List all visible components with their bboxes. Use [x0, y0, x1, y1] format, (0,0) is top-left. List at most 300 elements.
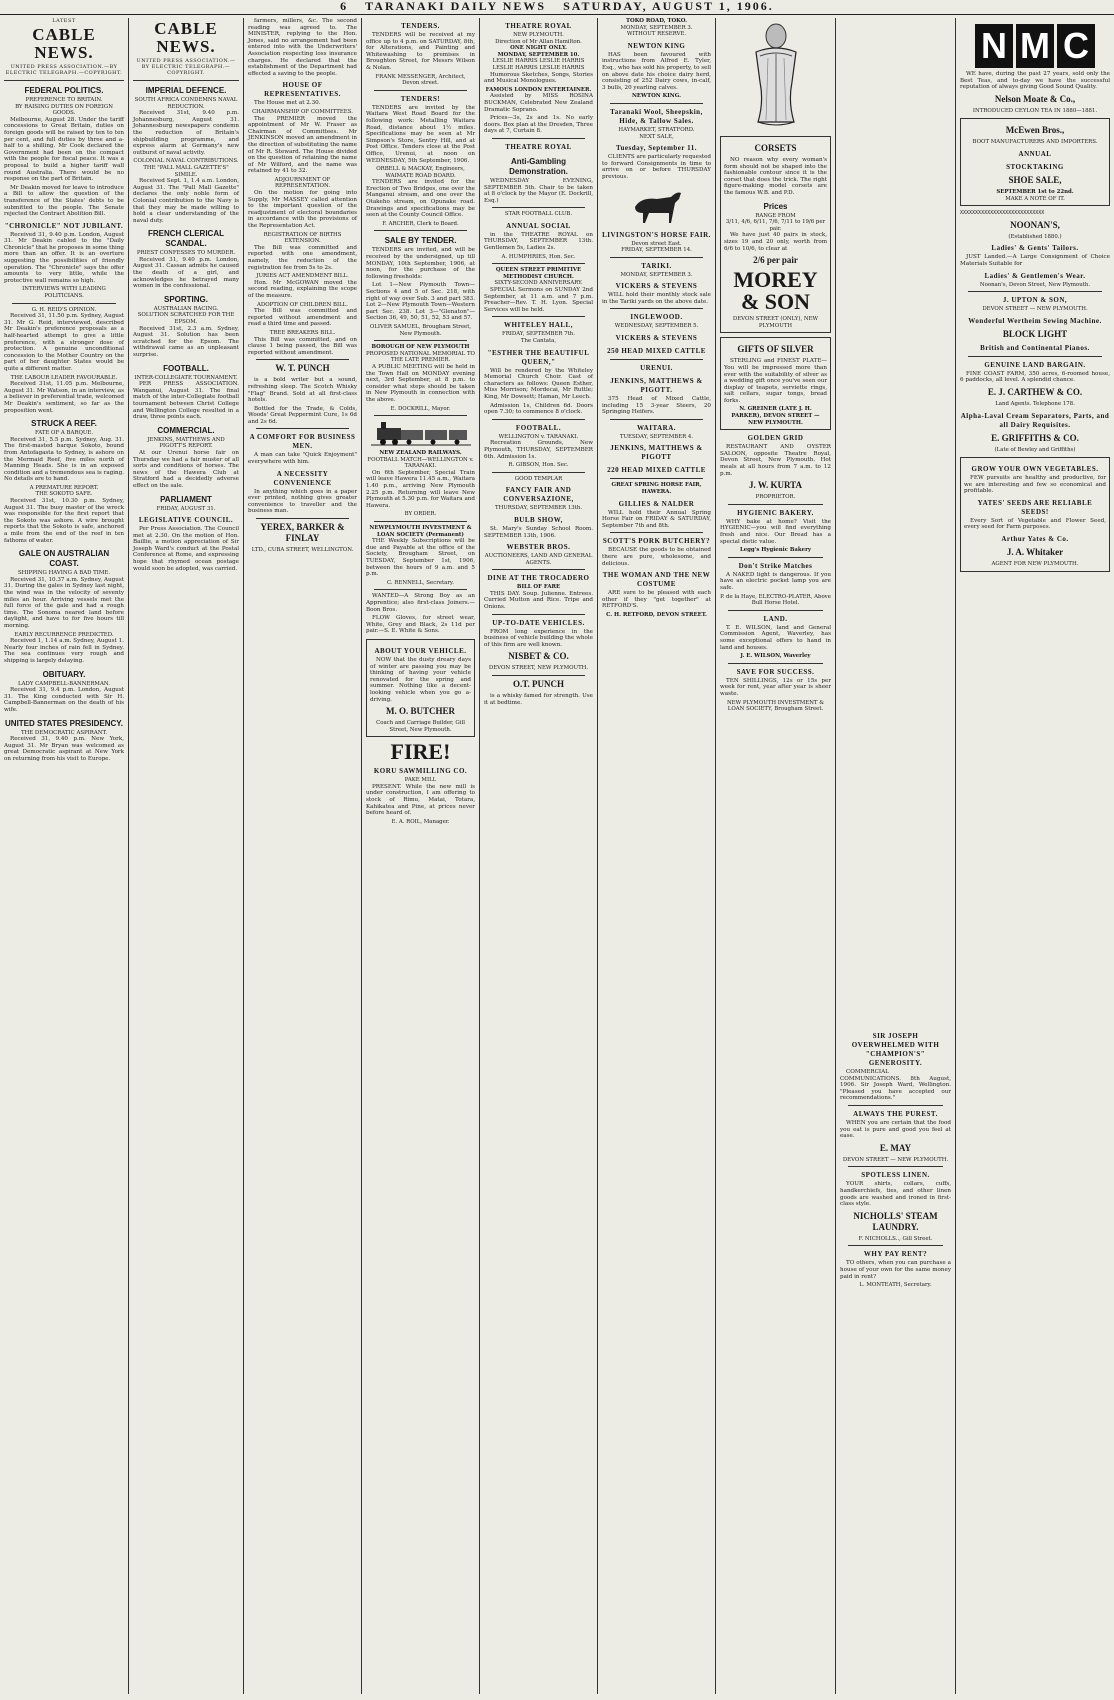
article-football: PER PRESS ASSOCIATION. Wanganui, August 31. The final match of the inter-Collegiate football tournament between Christ College and Wellington College resulted in a draw, three points each.	[133, 381, 239, 421]
column-8	[836, 18, 956, 1694]
article-house: The House met at 2.30.	[254, 100, 321, 107]
credit-line: UNITED PRESS ASSOCIATION.—BY ELECTRIC TELEGRAPH.—COPYRIGHT.	[136, 58, 236, 76]
headline-vickers-2: VICKERS & STEVENS	[615, 334, 698, 343]
headline-sporting: SPORTING.	[163, 294, 208, 304]
divider	[848, 1166, 943, 1167]
subhead-upton: DEVON STREET — NEW PLYMOUTH.	[982, 306, 1088, 313]
headline-theatre: THEATRE ROYAL	[505, 22, 572, 30]
ad-railways-sig: BY ORDER.	[404, 511, 437, 518]
ad-strike: A NAKED light is dangerous. If you have an electric pocket lamp you are safe.	[720, 571, 831, 591]
headline-noonans: NOONAN'S,	[1010, 219, 1060, 230]
headline-federal: FEDERAL POLITICS.	[24, 86, 104, 95]
subhead-parliament: FRIDAY, AUGUST 31.	[156, 505, 216, 512]
divider	[374, 589, 467, 590]
corset-illustration	[730, 22, 822, 132]
famous-entertainer: FAMOUS LONDON ENTERTAINER.	[485, 86, 592, 93]
ad-jenkins: 375 Head of Mixed Cattle, including 15 3-year Steers, 20 Springing Heifers.	[602, 396, 711, 416]
article-juries: Hon. Mr McGOWAN moved the second reading, explaining the scope of the measure.	[248, 279, 357, 299]
ad-vehicle: NOW that the dusty dreary days of winter are passing you may be thinking of having your vehicle renovated for the spring and summer. Nothing like a decent-looking vehicle when you go a-driving.	[370, 656, 471, 703]
ad-railways-text: On 6th September, Special Train will leave Hawera 11.45 a.m., Waitara 1.40 p.m., arriving New Plymouth 2.25 p.m. Returning will leave New Plymouth at 5.30 p.m. for Waitara and Hawera.	[366, 469, 475, 509]
ad-railways-title: NEW ZEALAND RAILWAYS.	[379, 450, 462, 457]
column-4	[362, 18, 480, 1694]
ad-golden-grid: RESTAURANT AND OYSTER SALOON, opposite Theatre Royal, Devon Street, New Plymouth. Hot meals at all hours from 7 a.m. to 12 p.m.	[720, 444, 831, 477]
headline-may: E. MAY	[879, 1142, 912, 1153]
headline-annual: ANNUAL	[1018, 149, 1052, 158]
divider	[610, 532, 703, 533]
cable-news-heading: CABLE NEWS.	[154, 19, 218, 56]
subhead-football: WELLINGTON v. TARANAKI.	[498, 433, 579, 440]
subhead-solution: SOLUTION SCRATCHED FOR THE EPSOM.	[137, 312, 235, 326]
ad-grow: FEW pursuits are healthy and productive, for we are interesting and few so economical and profitable.	[964, 475, 1106, 495]
headline-upton: J. UPTON & SON,	[1002, 296, 1068, 305]
subhead-noonans: (Established 1880.)	[1008, 233, 1062, 240]
ad-spotless: YOUR shirts, collars, cuffs, handkerchiefs, ties, and other linen goods are washed and ironed in first-class style.	[840, 1181, 951, 1208]
article-comfort: A man can take "Quick Enjoyment" everywhere with him.	[248, 452, 357, 466]
ad-sir-joseph: COMMERCIAL COMMUNICATIONS. 8th August, 1906. Sir Joseph Ward, Wellington. "Pleased you have accepted our recommendations."	[840, 1069, 951, 1102]
headline-save: SAVE FOR SUCCESS.	[736, 667, 815, 676]
subhead-adjournment: ADJOURNMENT OF REPRESENTATION.	[274, 176, 331, 190]
ad-save: TEN SHILLINGS, 12s or 15s per week for rent, year after year is sheer waste.	[720, 677, 831, 697]
subhead-koru: PAKE MILL	[404, 777, 437, 784]
headline-fire: FIRE!	[390, 739, 451, 765]
headline-necessity: A NECESSITY CONVENIENCE	[273, 469, 332, 487]
divider	[492, 675, 585, 676]
subhead-waitara: TUESDAY, SEPTEMBER 4.	[619, 433, 694, 440]
article-births: The Bill was committed and reported with one amendment, namely, the reduction of the registration fee from 5s to 2s.	[248, 244, 357, 271]
headline-spotless: SPOTLESS LINEN.	[861, 1171, 930, 1180]
ad-nmc: WE have, during the past 27 years, sold only the Best Teas, and to-day we have the successful reputation of always giving Good Sound Quality.	[960, 71, 1110, 91]
subhead-sixty: SIXTY-SECOND ANNIVERSARY.	[494, 280, 583, 287]
ad-sale-2: Lot 1—New Plymouth Town—Sections 4 and 5 of Sec. 218, with right of way over Sub. 3 and part 383. Lot 2—New Plymouth Town—Western part Sec. 238. Lot 3—"Glenaton"—Section 36, 49, 50, 51, 52, 53 and 57.	[366, 282, 475, 322]
headline-parliament: PARLIAMENT	[160, 494, 212, 504]
subhead-tuesday: Tuesday, September 11.	[615, 144, 697, 153]
headline-chronicle: "CHRONICLE" NOT JUBILANT.	[4, 221, 124, 230]
subhead-one-night: ONE NIGHT ONLY.	[510, 45, 567, 52]
headline-land-bargain: GENUINE LAND BARGAIN.	[984, 360, 1086, 369]
headline-ladies-tailors: Ladies' & Gents' Tailors.	[991, 244, 1079, 253]
headline-tariki: TARIKI.	[641, 261, 672, 270]
headline-comfort: A COMFORT FOR BUSINESS MEN.	[249, 433, 356, 451]
credit-line: UNITED PRESS ASSOCIATION.—BY ELECTRIC TELEGRAPH.—COPYRIGHT.	[5, 64, 123, 76]
divider	[256, 518, 349, 519]
subhead-star: STAR FOOTBALL CLUB.	[504, 211, 573, 218]
divider	[610, 308, 703, 309]
headline-esther: "ESTHER THE BEAUTIFUL QUEEN,"	[487, 348, 590, 366]
headline-morey: MOREY & SON	[733, 267, 818, 315]
ad-annual-social: in the THEATRE ROYAL on THURSDAY, SEPTEMBER 13th. Gentlemen 5s, Ladies 2s.	[484, 231, 593, 252]
headline-mcewen: McEwen Bros.,	[1005, 125, 1065, 136]
ad-gillies: WILL hold their Annual Spring Horse Fair on FRIDAY & SATURDAY, September 7th and 8th.	[602, 509, 711, 529]
divider	[256, 359, 349, 360]
article-reef: Received 31, 5.5 p.m. Sydney, Aug. 31. The first-masted barque Sokoto, bound from Antofagasta to Sydney, is ashore on the Mermaid Reef, five miles north of Manning Heads. She is in an exposed condition and a tremendous sea is raging. No details are to hand.	[4, 436, 124, 483]
headline-prices: Prices	[763, 201, 788, 211]
horse-illustration	[627, 185, 687, 227]
ad-save-sig: NEW PLYMOUTH INVESTMENT & LOAN SOCIETY, Brougham Street.	[726, 699, 825, 713]
masthead	[0, 0, 1114, 15]
headline-land: LAND.	[763, 614, 788, 623]
divider	[492, 569, 585, 570]
toko-road: TOKO ROAD, TOKO.	[626, 18, 687, 24]
headline-urenui: URENUI.	[640, 364, 673, 373]
ad-gloves: FLOW Gloves, for street wear, White, Grey and Black, 2s 11d per pair.—S. E. White & Sons.	[366, 615, 475, 635]
ad-investment-sig: C. RENNELL, Secretary.	[387, 579, 454, 586]
subhead-note: MAKE A NOTE OF IT.	[1005, 195, 1065, 202]
headline-reef: STRUCK A REEF.	[31, 419, 97, 429]
headline-borough: BOROUGH OF NEW PLYMOUTH	[371, 344, 470, 351]
newspaper-title: TARANAKI DAILY NEWS	[365, 0, 547, 13]
headline-whitaker: J. A. Whitaker	[1006, 547, 1064, 558]
ad-purest: WHEN you are certain that the food you eat is pure and good you feel at ease.	[840, 1119, 951, 1140]
ad-tenders-2: TENDERS are invited by the Waitara West Road Board for the following work: Metalling Waitara Road, distance about 1½ miles. Specifications may be seen at Mr Simpson's Store, Sentry Hill, and at Post Office. Tenders close at the Post Office, Urenui, at noon on WEDNESDAY, 5th September, 1906.	[366, 104, 475, 164]
headline-grow: GROW YOUR OWN VEGETABLES.	[971, 465, 1099, 474]
subhead-friday: FRIDAY, SEPTEMBER 14.	[621, 247, 692, 254]
headline-templar: GOOD TEMPLAR	[514, 475, 563, 482]
headline-gifts: GIFTS OF SILVER	[737, 344, 814, 355]
subhead-morey: DEVON STREET (ONLY), NEW PLYMOUTH	[732, 316, 819, 329]
headline-pianos: British and Continental Pianos.	[980, 343, 1090, 352]
subhead-direction: Direction of Mr Allan Hamilton.	[495, 38, 582, 45]
headline-us: UNITED STATES PRESIDENCY.	[5, 718, 123, 728]
subhead-borough: PROPOSED NATIONAL MEMORIAL TO THE LATE PREMIER.	[366, 350, 475, 364]
headline-commercial: COMMERCIAL.	[157, 425, 215, 435]
headline-trocadero: DINE AT THE TROCADERO	[487, 574, 590, 583]
article-us: Received 31, 9.40 p.m. New York, August 31. Mr Bryan was welcomed as great Democratic aspirant at New York on returning from his visit to Europe.	[4, 736, 124, 762]
ad-land-bargain: FINE COAST FARM, 350 acres, 6-roomed house, 6 paddocks, all level. A splendid chance.	[960, 370, 1110, 384]
column-2	[129, 18, 244, 1694]
subhead-theatre: NEW PLYMOUTH.	[513, 32, 564, 38]
ad-sale-sig: OLIVER SAMUEL, Brougham Street, New Plymouth.	[369, 323, 472, 337]
headline-football: FOOTBALL.	[163, 363, 209, 373]
leslie-harris-2: LESLIE HARRIS LESLIE HARRIS	[492, 64, 585, 71]
headline-purest: ALWAYS THE PUREST.	[853, 1109, 938, 1118]
subhead-federal: PREFERENCE TO BRITAIN.	[25, 97, 103, 103]
divider	[492, 263, 585, 264]
headline-house: HOUSE OF REPRESENTATIVES.	[264, 81, 341, 99]
ad-tenders-3-sig: F. ARCHER, Clerk to Board.	[382, 220, 459, 227]
headline-taranaki-wool: Taranaki Wool, Sheepskin, Hide, & Tallow Sales.	[610, 107, 703, 125]
ad-stock: We have just 40 pairs in stock, sizes 19 and 20 only, worth from 6/6 to 10/6, to clear at	[724, 232, 827, 252]
headline-anti-gambling: Anti-Gambling Demonstration.	[509, 156, 568, 176]
ad-koru: PRESENT. While the new mill is under construction, I am offering to stock of Rimu, Matai, Totara, Kahikatea and Pine, at prices never before heard of.	[366, 783, 475, 817]
nmc-logo	[960, 24, 1110, 68]
ad-rent: TO others, when you can purchase a house of your own for the same money paid in rent?	[840, 1260, 951, 1280]
headline-per-pair: 2/6 per pair	[753, 255, 798, 266]
ad-vehicles: FROM long experience in the business of vehicle building the whole of this firm are well known.	[484, 628, 593, 648]
subhead-next-sale: NEXT SALE,	[639, 133, 674, 140]
headline-inglewood: INGLEWOOD.	[630, 313, 683, 322]
ad-railways-sub: FOOTBALL MATCH—WELLINGTON v. TARANAKI.	[367, 456, 474, 470]
column-9	[956, 18, 1114, 1694]
ad-yerex: YEREX, BARKER & FINLAY	[260, 522, 345, 544]
article-commercial: At our Urenui horse fair on Thursday we had a fair muster of all sorts and conditions of horses. The news of the Hawera Club at Stratford had a decidedly adverse effect on the sale.	[133, 449, 239, 489]
subhead-kurta: PROPRIETOR.	[755, 494, 796, 501]
divider	[4, 80, 124, 81]
subhead-monday: MONDAY, SEPTEMBER 3.	[620, 24, 693, 31]
divider	[728, 557, 823, 558]
ad-newton-king-sig: NEWTON KING.	[631, 93, 682, 100]
subhead-labour: THE LABOUR LEADER FAVOURABLE.	[10, 374, 118, 381]
article-adjournment: On the motion for going into Supply, Mr MASSEY called attention to the important question of the readjustment of electoral boundaries in accordance with the provisions of the Representation Act.	[248, 190, 357, 230]
headline-sir-joseph: SIR JOSEPH OVERWHELMED WITH "CHAMPION'S" GENEROSITY.	[851, 1032, 940, 1067]
divider	[610, 478, 703, 479]
ad-admission: Admission 1s, Children 6d. Doors open 7.30; to commence 8 o'clock.	[484, 402, 593, 416]
headline-vickers: VICKERS & STEVENS	[615, 282, 698, 291]
ad-punch-title: W. T. PUNCH	[275, 363, 330, 374]
ad-woman: ARE sure to be pleased with each other if they "get together" at RETFORD'S.	[602, 590, 711, 610]
ad-football: Recreation Grounds, New Plymouth, THURSDAY, SEPTEMBER 6th. Admission 1s.	[484, 440, 593, 460]
subhead-livingstons: Devon street East.	[631, 240, 682, 247]
ad-leslie: Humorous Sketches, Songs, Stories and Musical Monologues.	[484, 71, 593, 85]
ad-koru-sig: E. A. ROIL, Manager.	[391, 818, 450, 825]
issue-date: SATURDAY, AUGUST 1, 1906.	[563, 0, 774, 13]
article-top: farmers, millers, &c. The second reading was agreed to. The MINISTER, replying to the Hon. Jones, said no arrangement had been entered into with the Underwriters' Association respecting loss insurance charges. He declared that the establishment of the Department had effected a saving to the people.	[248, 18, 357, 77]
headline-nelson-moate: Nelson Moate & Co.,	[994, 93, 1076, 104]
headline-waitara: WAITARA.	[636, 423, 677, 432]
subhead-whiteley: FRIDAY, SEPTEMBER 7th.	[502, 331, 575, 338]
subhead-births: REGISTRATION OF BIRTHS EXTENSION.	[263, 231, 342, 245]
cable-news-heading: CABLE NEWS.	[32, 25, 96, 62]
divider	[374, 415, 467, 416]
headline-shoe-sale: SHOE SALE,	[1008, 174, 1062, 185]
column-7	[716, 18, 836, 1694]
headline-ladies-wear: Ladies' & Gentlemen's Wear.	[984, 271, 1086, 280]
subhead-reid: G. H. REID'S OPINION.	[31, 306, 97, 313]
ad-tenders: TENDERS will be received at my office up to 4 p.m. on SATURDAY, 8th, for Alterations, and Painting and Whitewashing to premises in Broughton Street, for Messrs Wilson & Nolan.	[366, 32, 475, 71]
headline-annual-social: ANNUAL SOCIAL	[506, 221, 571, 230]
headline-great-spring: GREAT SPRING HORSE FAIR, HAWERA.	[611, 482, 702, 496]
subhead-monday: MONDAY, SEPTEMBER 10.	[497, 51, 580, 58]
divider	[374, 230, 467, 231]
ad-hygienic-sig: Legg's Hygienic Bakery	[739, 547, 812, 554]
headline-alpha-laval: Alpha-Laval Cream Separators, Parts, and all Dairy Requisites.	[960, 411, 1110, 429]
article-recurrence: Received 1, 1.14 a.m. Sydney, August 1. Nearly four inches of rain fell in Sydney. The sea continues very rough and shipping is largely delaying.	[4, 638, 124, 664]
nmc-logo-letter-n: N	[975, 24, 1013, 68]
ad-esther: Will be rendered by the Whiteley Memorial Church Choir. Cast of characters as follows: Queen Esther, Miss Morrison; Mordecai, Mr Ruttle; King, Mr Dowsett; Haman, Mr Leech.	[484, 367, 593, 400]
headline-ot-punch: O.T. PUNCH	[512, 679, 565, 690]
divider	[492, 614, 585, 615]
headline-hygienic: HYGIENIC BAKERY.	[737, 508, 814, 517]
article-imperial: Received 31st, 9.40 p.m. Johannesburg, August 31. Johannesburg newspapers condemn the reduction of Britain's shipbuilding programme, and express alarm at Germany's new outburst of naval activity.	[133, 110, 239, 156]
page-number: 6	[340, 0, 349, 13]
ad-vehicle-box	[366, 639, 475, 737]
subhead-tree: TREE BREAKERS BILL.	[269, 329, 336, 336]
subhead-us: THE DEMOCRATIC ASPIRANT.	[20, 729, 107, 736]
article-chronicle: Received 31, 9.40 p.m. London, August 31. Mr Deakin cabled to the "Daily Chronicle" that he proposes in some thing more than an offer. It is an overture suggesting the possibilities of friendly operation. The "Chronicle" says the offer amounts to very little, while the protective wall remains so high.	[4, 231, 124, 284]
headline-scotts: SCOTT'S PORK BUTCHERY?	[602, 537, 711, 546]
headline-block-light: BLOCK LIGHT	[1002, 328, 1068, 339]
ad-gifts: STERLING and FINEST PLATE—You will be impressed more than ever with the suitability of silver as a wedding gift once you've seen our display of teapots, serviette rings, salt cellars, sugar tongs, bread forks.	[724, 358, 827, 404]
ad-strong-boy: WANTED—A Strong Boy as an Apprentice; also first-class Joiners.—Boon Bros.	[366, 593, 475, 613]
subhead-september: SEPTEMBER 1st to 22nd.	[996, 188, 1074, 195]
article-labour: Received 31st, 11.05 p.m. Melbourne, August 31. Mr Watson, in an interview, as a believer in preferential trade, welcomed Mr Deakin's sentiment, so far as the proposition went.	[4, 381, 124, 414]
article-obituary: Received 31, 9.4 p.m. London, August 31. The King conducted with Sir H. Campbell-Bannerman on the death of his wife.	[4, 687, 124, 713]
ad-assisted: Assisted by MISS ROSINA BUCKMAN, Celebrated New Zealand Dramatic Soprano.	[484, 93, 593, 113]
subhead-premature: A PREMATURE REPORT.	[29, 484, 99, 491]
headline-golden-grid: GOLDEN GRID	[747, 434, 804, 443]
headline-griffiths: E. GRIFFITHS & CO.	[991, 432, 1079, 443]
ad-gifts-box	[720, 337, 831, 430]
headline-vehicle: ABOUT YOUR VEHICLE.	[374, 646, 467, 655]
article-sokoto: Received 31st, 10.30 p.m. Sydney, August 31. The busy master of the wreck was responsible for the first report that the Sokoto was ashore. A wire brought reports that the Sokoto is safe, anchored a mile from the end of the reef in ten fathoms of water.	[4, 498, 124, 544]
subhead-whitaker: AGENT FOR NEW PLYMOUTH.	[991, 561, 1079, 568]
ad-punch-text: is a bold writer but a sound, refreshing sleep. The Scotch Whisky "Flag" Brand. Sold at all first-class hotels.	[248, 377, 357, 404]
subhead-fancy-fair: THURSDAY, SEPTEMBER 13th.	[494, 505, 583, 512]
headline-queen-street: QUEEN STREET PRIMITIVE METHODIST CHURCH.	[495, 267, 582, 280]
headline-sale: SALE BY TENDER.	[384, 236, 457, 246]
headline-stocktaking: STOCKTAKING	[1006, 162, 1064, 171]
nmc-logo-letter-m: M	[1016, 24, 1054, 68]
ad-trocadero: THIS DAY. Soup. Julienne. Entrees. Curried Mutton and Rice. Tripe and Onions.	[484, 590, 593, 611]
headline-tenders-2: TENDERS!	[400, 94, 441, 103]
subhead-juries: JURIES ACT AMENDMENT BILL.	[256, 273, 349, 280]
ad-vehicle-sig-2: Coach and Carriage Builder, Gill Street, New Plymouth.	[376, 720, 465, 733]
divider	[374, 90, 467, 91]
headline-nisbet: NISBET & CO.	[508, 651, 569, 662]
headline-newton-king: NEWTON KING	[627, 41, 686, 50]
article-necessity: In anything which goes in a paper ever printed, nothing gives greater convenience to traveller and the business man.	[248, 488, 357, 515]
subhead-legislative: LEGISLATIVE COUNCIL.	[138, 516, 234, 525]
leslie-harris-1: LESLIE HARRIS LESLIE HARRIS	[492, 58, 585, 65]
subhead-commercial: JENKINS, MATTHEWS AND PIGOTT'S REPORT.	[147, 436, 225, 450]
divider	[728, 504, 823, 505]
ad-vickers: WILL hold their monthly stock sale in the Tariki yards on the above date.	[602, 292, 711, 305]
divider	[610, 419, 703, 420]
headline-football: FOOTBALL.	[515, 423, 562, 432]
column-5	[480, 18, 598, 1694]
headline-jenkins-2: JENKINS, MATTHEWS & PIGOTT	[610, 444, 703, 462]
ad-nicholls-sig: F. NICHOLLS.., Gill Street.	[858, 1235, 933, 1242]
headline-wertheim: Wonderful Wertheim Sewing Machine.	[968, 316, 1102, 325]
divider	[848, 1105, 943, 1106]
divider	[133, 80, 239, 81]
headline-yates: YATES' SEEDS ARE RELIABLE SEEDS!	[977, 498, 1093, 516]
ad-tenders-sig: FRANK MESSENGER, Architect, Devon street.	[375, 73, 466, 87]
ad-noonans-sig: Noonan's, Devon Street, New Plymouth.	[979, 281, 1091, 288]
ad-football-sig: R. GIBSON, Hon. Sec.	[508, 462, 569, 469]
article-legislative: Per Press Association. The Council met at 2.30. On the motion of Hon. Baillie, a motion appreciation of Sir Joseph Ward's conduct at the Postal Conference at Rome, and expressing hope that rhymed ocean postage would soon be adopted, was carried.	[133, 526, 239, 572]
headline-french: FRENCH CLERICAL SCANDAL.	[148, 229, 224, 249]
article-chairmanship: The PREMIER moved the appointment of Mr W. Fraser as Chairman of Committees. Mr JENKINSON moved an amendment in the direction of substituting the name of Mr R. Steward. The House divided on the question of retaining the name of Mr Wilford, and the name was retained by 41 to 32.	[248, 115, 357, 175]
subhead-gale: SHIPPING HAVING A BAD TIME.	[17, 570, 111, 577]
subhead-haymarket: HAYMARKET, STRATFORD.	[618, 126, 695, 133]
subhead-bill-of-fare: BILL OF FARE	[516, 584, 561, 591]
ad-strike-sig: P. de la Haye, ELECTRO-PLATER, Above Bull Horse Hotel.	[720, 593, 831, 607]
column-1	[0, 18, 129, 1694]
headline-theatre-2: THEATRE ROYAL	[505, 142, 572, 151]
article-federal-2: Mr Deakin moved for leave to introduce a Bill to allow the question of the transference of the States' debts to be submitted to the people. The Senate rejected the Contract Abolition Bill.	[4, 184, 124, 218]
article-adoption: The Bill was committed and reported without amendment and read a third time and passed.	[248, 308, 357, 328]
subhead-pall: THE "PALL MALL GAZETTE'S" SIMILE.	[143, 164, 229, 178]
divider	[610, 103, 703, 104]
ad-bulb: St. Mary's Sunday School Room. SEPTEMBER 13th, 1906.	[484, 525, 593, 539]
headline-obituary: OBITUARY.	[42, 669, 86, 679]
divider	[968, 356, 1102, 357]
ad-corsets: NO reason why every woman's form should not be shaped into the fashionable contour since it is the corset that does the trick. The right figure-making model corsets are the famous W.B. and P.D.	[724, 157, 827, 196]
ad-annual-social-sig: A. HUMPHRIES, Hon. Sec.	[501, 253, 576, 260]
headline-fancy-fair: FANCY FAIR AND CONVERSAZIONE,	[503, 486, 574, 504]
subhead-federal-2: BY RAISING DUTIES ON FOREIGN GOODS.	[15, 103, 113, 117]
column-3	[244, 18, 362, 1694]
ad-scotts: BECAUSE the goods to be obtained there are pure, wholesome, and delicious.	[602, 547, 711, 567]
divider	[848, 1245, 943, 1246]
headline-bulb: BULB SHOW,	[514, 515, 563, 524]
subhead-racing: AUSTRALIAN RACING.	[153, 305, 219, 312]
subhead-nelson-moate: INTRODUCED CEYLON TEA IN 1880—1881.	[972, 107, 1098, 114]
ad-tenders-3: TENDERS are invited for the Erection of Two Bridges, one over the Manganui stream, and one over the Otakeho stream, on Opunake road. Drawings and specifications may be seen at the County Council Office.	[366, 179, 475, 219]
headline-arthur-yates: Arthur Yates & Co.	[1001, 535, 1069, 544]
subhead-carthew: Land Agents. Telephone 178.	[995, 400, 1075, 407]
column-8-top-spacer	[840, 18, 951, 1028]
subhead-football: INTER-COLLEGIATE TOURNAMENT.	[134, 374, 238, 381]
subhead-reserve: WITHOUT RESERVE.	[626, 31, 687, 38]
ad-sale: TENDERS are invited, and will be received by the undersigned, up till MONDAY, 10th September, 1906, at noon, for the purchase of the following freeholds:	[366, 247, 475, 280]
ad-rent-sig: L. MONTEATH, Secretary.	[859, 1282, 932, 1289]
ad-land: T. E. WILSON, land and General Commission Agent, Waverley, has some exceptional offers to hand in land and houses.	[720, 624, 831, 651]
column-6	[598, 18, 716, 1694]
subhead-nisbet: DEVON STREET, NEW PLYMOUTH.	[488, 665, 589, 672]
ad-newton-king: HAS been favoured with instructions from Alfred E. Tyler, Esq., who has sold his property, to sell on above date his choice dairy herd, consisting of 252 Dairy cows, in-calf, 3 bulls, 20 yearling calves.	[602, 51, 711, 91]
headline-imperial: IMPERIAL DEFENCE.	[145, 86, 227, 95]
article-pall: Received Sept. 1, 1.4 a.m. London, August 31. The "Pall Mall Gazette" declares the only noble form of Colonial contribution to the Navy is that they may be made willing to hold a clear understanding of the naval duty.	[133, 178, 239, 224]
divider	[492, 316, 585, 317]
divider	[968, 291, 1102, 292]
ad-punch-text-2: Bottled for the Trade, & Colds, Woods' Great Peppermint Cure, 1s 6d and 2s 6d.	[248, 405, 357, 425]
subhead-reef: FATE OF A BARQUE.	[34, 430, 94, 437]
ad-borough: A PUBLIC MEETING will be held in the Town Hall on MONDAY evening next, 3rd September, at 8 p.m. to consider what steps should be taken in New Plymouth in connection with the above.	[366, 363, 475, 403]
ad-tenders-2-sig: ORBELL & MACKAY, Engineers, WAIMATE ROAD BOARD.	[376, 166, 465, 179]
article-reid: Received 31, 11.50 p.m. Sydney, August 31. Mr G. Reid, interviewed, described Mr Deakin's preference proposals as a half-hearted attempt to give a little preference, with a stronger dose of protection. A genuine unconditional concession to the Mother Country on the part of her daughter States would be quite a different matter.	[4, 313, 124, 372]
headline-nicholls: NICHOLLS' STEAM LAUNDRY.	[853, 1210, 938, 1232]
subhead-cantata: The Cantata,	[520, 338, 557, 344]
headline-corsets: CORSETS	[754, 143, 797, 153]
ad-head-cattle: 250 HEAD MIXED CATTLE	[607, 347, 706, 356]
ad-borough-sig: E. DOCKRILL, Mayor.	[390, 405, 451, 412]
divider	[728, 610, 823, 611]
headline-kurta: J. W. KURTA	[748, 480, 803, 491]
divider	[12, 303, 116, 304]
subhead-griffiths: (Late of Bewley and Griffiths)	[994, 446, 1076, 453]
ad-head-cattle-2: 220 HEAD MIXED CATTLE	[607, 466, 706, 475]
article-french: Received 31, 9.40 p.m. London, August 31. Cassan admits he caused the death of a girl, and acknowledges he betrayed many women in the confessional.	[133, 256, 239, 290]
headline-livingstons: LIVINGSTON'S HORSE FAIR.	[602, 230, 711, 239]
ad-noonans: JUST Landed.—A Large Consignment of Choice Materials Suitable for	[960, 254, 1110, 267]
latest-label: LATEST	[52, 18, 76, 24]
article-gale: Received 31, 10.37 a.m. Sydney, August 31. During the gales in Sydney last night, the wind was in the velocity of seventy miles an hour. Arriving vessels met the full force of the gale and had a rough time. The Sonoma neared land before daylight, and have to for five hours till morning.	[4, 576, 124, 629]
headline-koru: KORU SAWMILLING CO.	[373, 767, 468, 776]
ad-investment: THE Weekly Subscriptions will be due and Payable at the office of the Society, Brougham Street, on TUESDAY, September 1st, 1906, between the hours of 9 a.m. and 5 p.m.	[366, 538, 475, 578]
headline-gale: GALE ON AUSTRALIAN COAST.	[18, 549, 110, 569]
divider	[374, 521, 467, 522]
divider	[374, 340, 467, 341]
divider	[492, 138, 585, 139]
ad-wool: CLIENTS are particularly requested to forward Consignments in time to arrive on or before THURSDAY previous.	[602, 154, 711, 180]
subhead-range: RANGE FROM	[755, 212, 796, 219]
subhead-chairmanship: CHAIRMANSHIP OF COMMITTEES.	[252, 108, 353, 115]
headline-carthew: E. J. CARTHEW & CO.	[987, 386, 1083, 397]
ad-range: 3/11, 4/6, 6/11, 7/6, 7/11 to 19/6 per pair.	[725, 219, 826, 232]
headline-strike: Don't Strike Matches	[738, 561, 813, 570]
subhead-imperial: SOUTH AFRICA CONDEMNS NAVAL REDUCTION.	[134, 97, 238, 110]
headline-rent: WHY PAY RENT?	[863, 1250, 928, 1259]
subhead-inglewood: WEDNESDAY, SEPTEMBER 5.	[614, 323, 699, 330]
divider	[610, 359, 703, 360]
headline-woman: THE WOMAN AND THE NEW COSTUME	[602, 571, 711, 589]
subhead-obituary: LADY CAMPBELL-BANNERMAN.	[18, 680, 110, 687]
ad-land-sig: J. E. WILSON, Waverley	[740, 653, 811, 660]
headline-whiteley: WHITELEY HALL,	[504, 321, 573, 330]
ad-greiner-sig: N. GREINER (LATE J. H. PARKER), DEVON STREET — NEW PLYMOUTH.	[731, 406, 820, 426]
ad-corsets-box	[720, 136, 831, 333]
